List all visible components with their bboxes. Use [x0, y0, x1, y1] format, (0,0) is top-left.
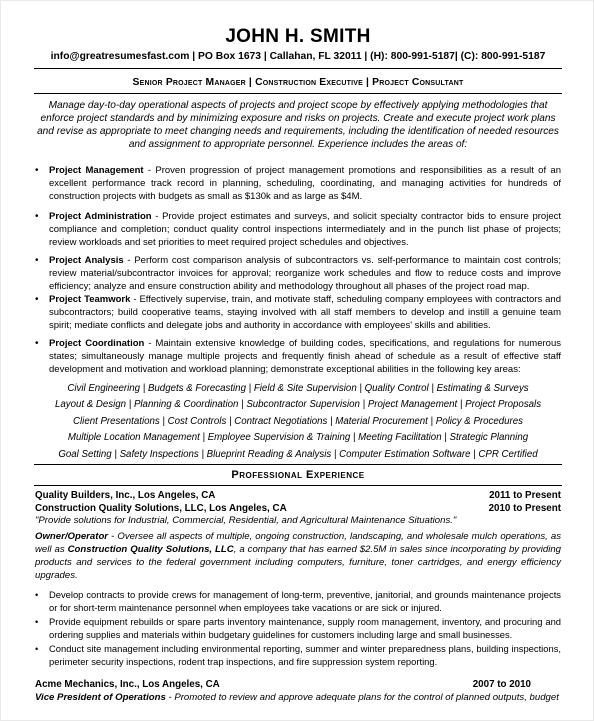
- job2-description: [35, 691, 561, 704]
- company-name: Construction Quality Solutions, LLC, Los Angeles, CA: [35, 503, 287, 514]
- bullet-icon: •: [35, 294, 39, 305]
- area-label: Project Teamwork: [49, 294, 131, 305]
- desc-text: - Oversee all aspects of multiple, ongoing construction, landscaping, and wholesale mulch operations, as well as: [35, 531, 561, 555]
- bullet-icon: •: [35, 643, 39, 654]
- skills-line: Layout & Design | Planning & Coordination | Subcontractor Supervision | Project Management | Project Proposals: [54, 399, 542, 411]
- candidate-name: JOHN H. SMITH: [225, 26, 371, 47]
- area-label: Project Coordination: [49, 338, 145, 349]
- header-rule-top: [34, 68, 562, 69]
- bullet-icon: •: [35, 616, 39, 627]
- job2-company-row: [35, 678, 561, 691]
- bullet-icon: •: [35, 589, 39, 600]
- skills-line: Goal Setting | Safety Inspections | Blueprint Reading & Analysis | Computer Estimation Software | CPR Certified: [58, 448, 538, 460]
- area-text: - Perform cost comparison analysis of subcontractors vs. self-performance to maintain cost controls; review material/subcontractor invoices for approval; reorganize work schedules and flow to reduce costs and improve efficiency; analyze and ensure construction ability and methodology throughout all phases of the project road map.: [49, 255, 561, 293]
- company-tagline: "Provide solutions for Industrial, Commercial, Residential, and Agricultural Maintenance Situations.": [35, 515, 457, 526]
- professional-titles: Senior Project Manager | Construction Executive | Project Consultant: [132, 77, 464, 88]
- skills-line: Civil Engineering | Budgets & Forecasting | Field & Site Supervision | Quality Control | Estimating & Surveys: [67, 383, 529, 394]
- job-bullet-text: Conduct site management including environmental reporting, summer and winter preparedness plans, building inspections, perimeter security inspections, rodent trap inspections, and fire suppression system reporting.: [49, 643, 561, 667]
- area-label: Project Administration: [49, 211, 152, 222]
- section-rule-bottom: [34, 485, 562, 486]
- job-dates: 2007 to 2010: [472, 679, 531, 690]
- job-bullet-text: Provide equipment rebuilds or spare parts inventory maintenance, supply room management, inventory, and procuring and ordering supplies and materials within budgetary guidelines for customers including large and small businesses.: [49, 616, 561, 640]
- job-role: Owner/Operator: [35, 531, 109, 542]
- company-name: Acme Mechanics, Inc., Los Angeles, CA: [35, 679, 220, 690]
- skills-block: [41, 381, 555, 463]
- area-text: - Proven progression of project management promotions and responsibilities as a result of an excellent performance track record in planning, scheduling, coordinating, and managing activities for hundreds of construction projects with budgets as small as $130k and as large as $4M.: [49, 165, 561, 203]
- area-text: - Effectively supervise, train, and motivate staff, scheduling company employees with contractors and subcontractors; build cooperative teams, staying involved with all staff members to develop and instill a genuine team spirit; mediate conflicts and delegate jobs and authority in accordance with employees' skills and abilities.: [49, 294, 561, 332]
- bullet-icon: •: [35, 338, 39, 349]
- bullet-icon: •: [35, 255, 39, 266]
- section-rule-top: [34, 464, 562, 465]
- job1-description: [35, 530, 561, 582]
- skills-line: Multiple Location Management | Employee Supervision & Training | Meeting Facilitation | Strategic Planning: [67, 432, 529, 444]
- bullet-icon: •: [35, 211, 39, 222]
- experience-heading: Professional Experience: [231, 469, 365, 481]
- area-text: - Provide project estimates and surveys, and solicit specialty contractor bids to ensure project compliance and completion; conduct quality control inspections intermediately and in the punch list phase of projects; review workloads and set priorities to meet required project schedules and objectives.: [49, 211, 561, 249]
- area-label: Project Analysis: [49, 255, 124, 266]
- job-bullet-text: Develop contracts to provide crews for management of long-term, preventive, janitorial, and grounds maintenance projects or for short-term maintenance personnel when employees take vacations or are sick or injured.: [49, 589, 561, 613]
- summary-paragraph: Manage day-to-day operational aspects of projects and project scope by effectively applying methodologies that enforce project standards and by minimizing exposure and risks on projects. Create and execute project work plans and revise as appropriate to meet changing needs and requirements, including the identification of needed resources and assignment to appropriate personnel. Experience includes the areas of:: [37, 100, 559, 150]
- header-rule-bottom: [34, 93, 562, 94]
- job1-company1-row: [35, 489, 561, 502]
- skills-line: Client Presentations | Cost Controls | Contract Negotiations | Material Procurement | Policy & Procedures: [73, 415, 523, 427]
- job-dates: 2011 to Present: [489, 490, 561, 501]
- desc-text: - Promoted to review and approve adequate plans for the control of planned outputs, budget: [165, 692, 559, 703]
- bullet-icon: •: [35, 165, 39, 176]
- contact-line: info@greatresumesfast.com | PO Box 1673 | Callahan, FL 32011 | (H): 800-991-5187| (C): 800-991-5187: [50, 51, 546, 62]
- job-role: Vice President of Operations: [35, 692, 166, 703]
- job1-company2-row: [35, 502, 561, 515]
- desc-company: Construction Quality Solutions, LLC: [67, 544, 234, 555]
- desc-text: , a company that has earned $2.5M in sales since incorporating by providing products and services to the federal government including computers, furniture, toner cartridges, and energy efficiency upgrades.: [35, 544, 561, 581]
- company-name: Quality Builders, Inc., Los Angeles, CA: [35, 490, 216, 501]
- area-label: Project Management: [49, 165, 144, 176]
- area-text: - Maintain extensive knowledge of building codes, specifications, and regulations for numerous states; simultaneously manage multiple projects and frequently finish ahead of schedule as a result of effective staff development and motivation and workload planning; demonstrate exceptional abilities in the following key areas:: [49, 338, 561, 376]
- job-dates: 2010 to Present: [488, 503, 561, 514]
